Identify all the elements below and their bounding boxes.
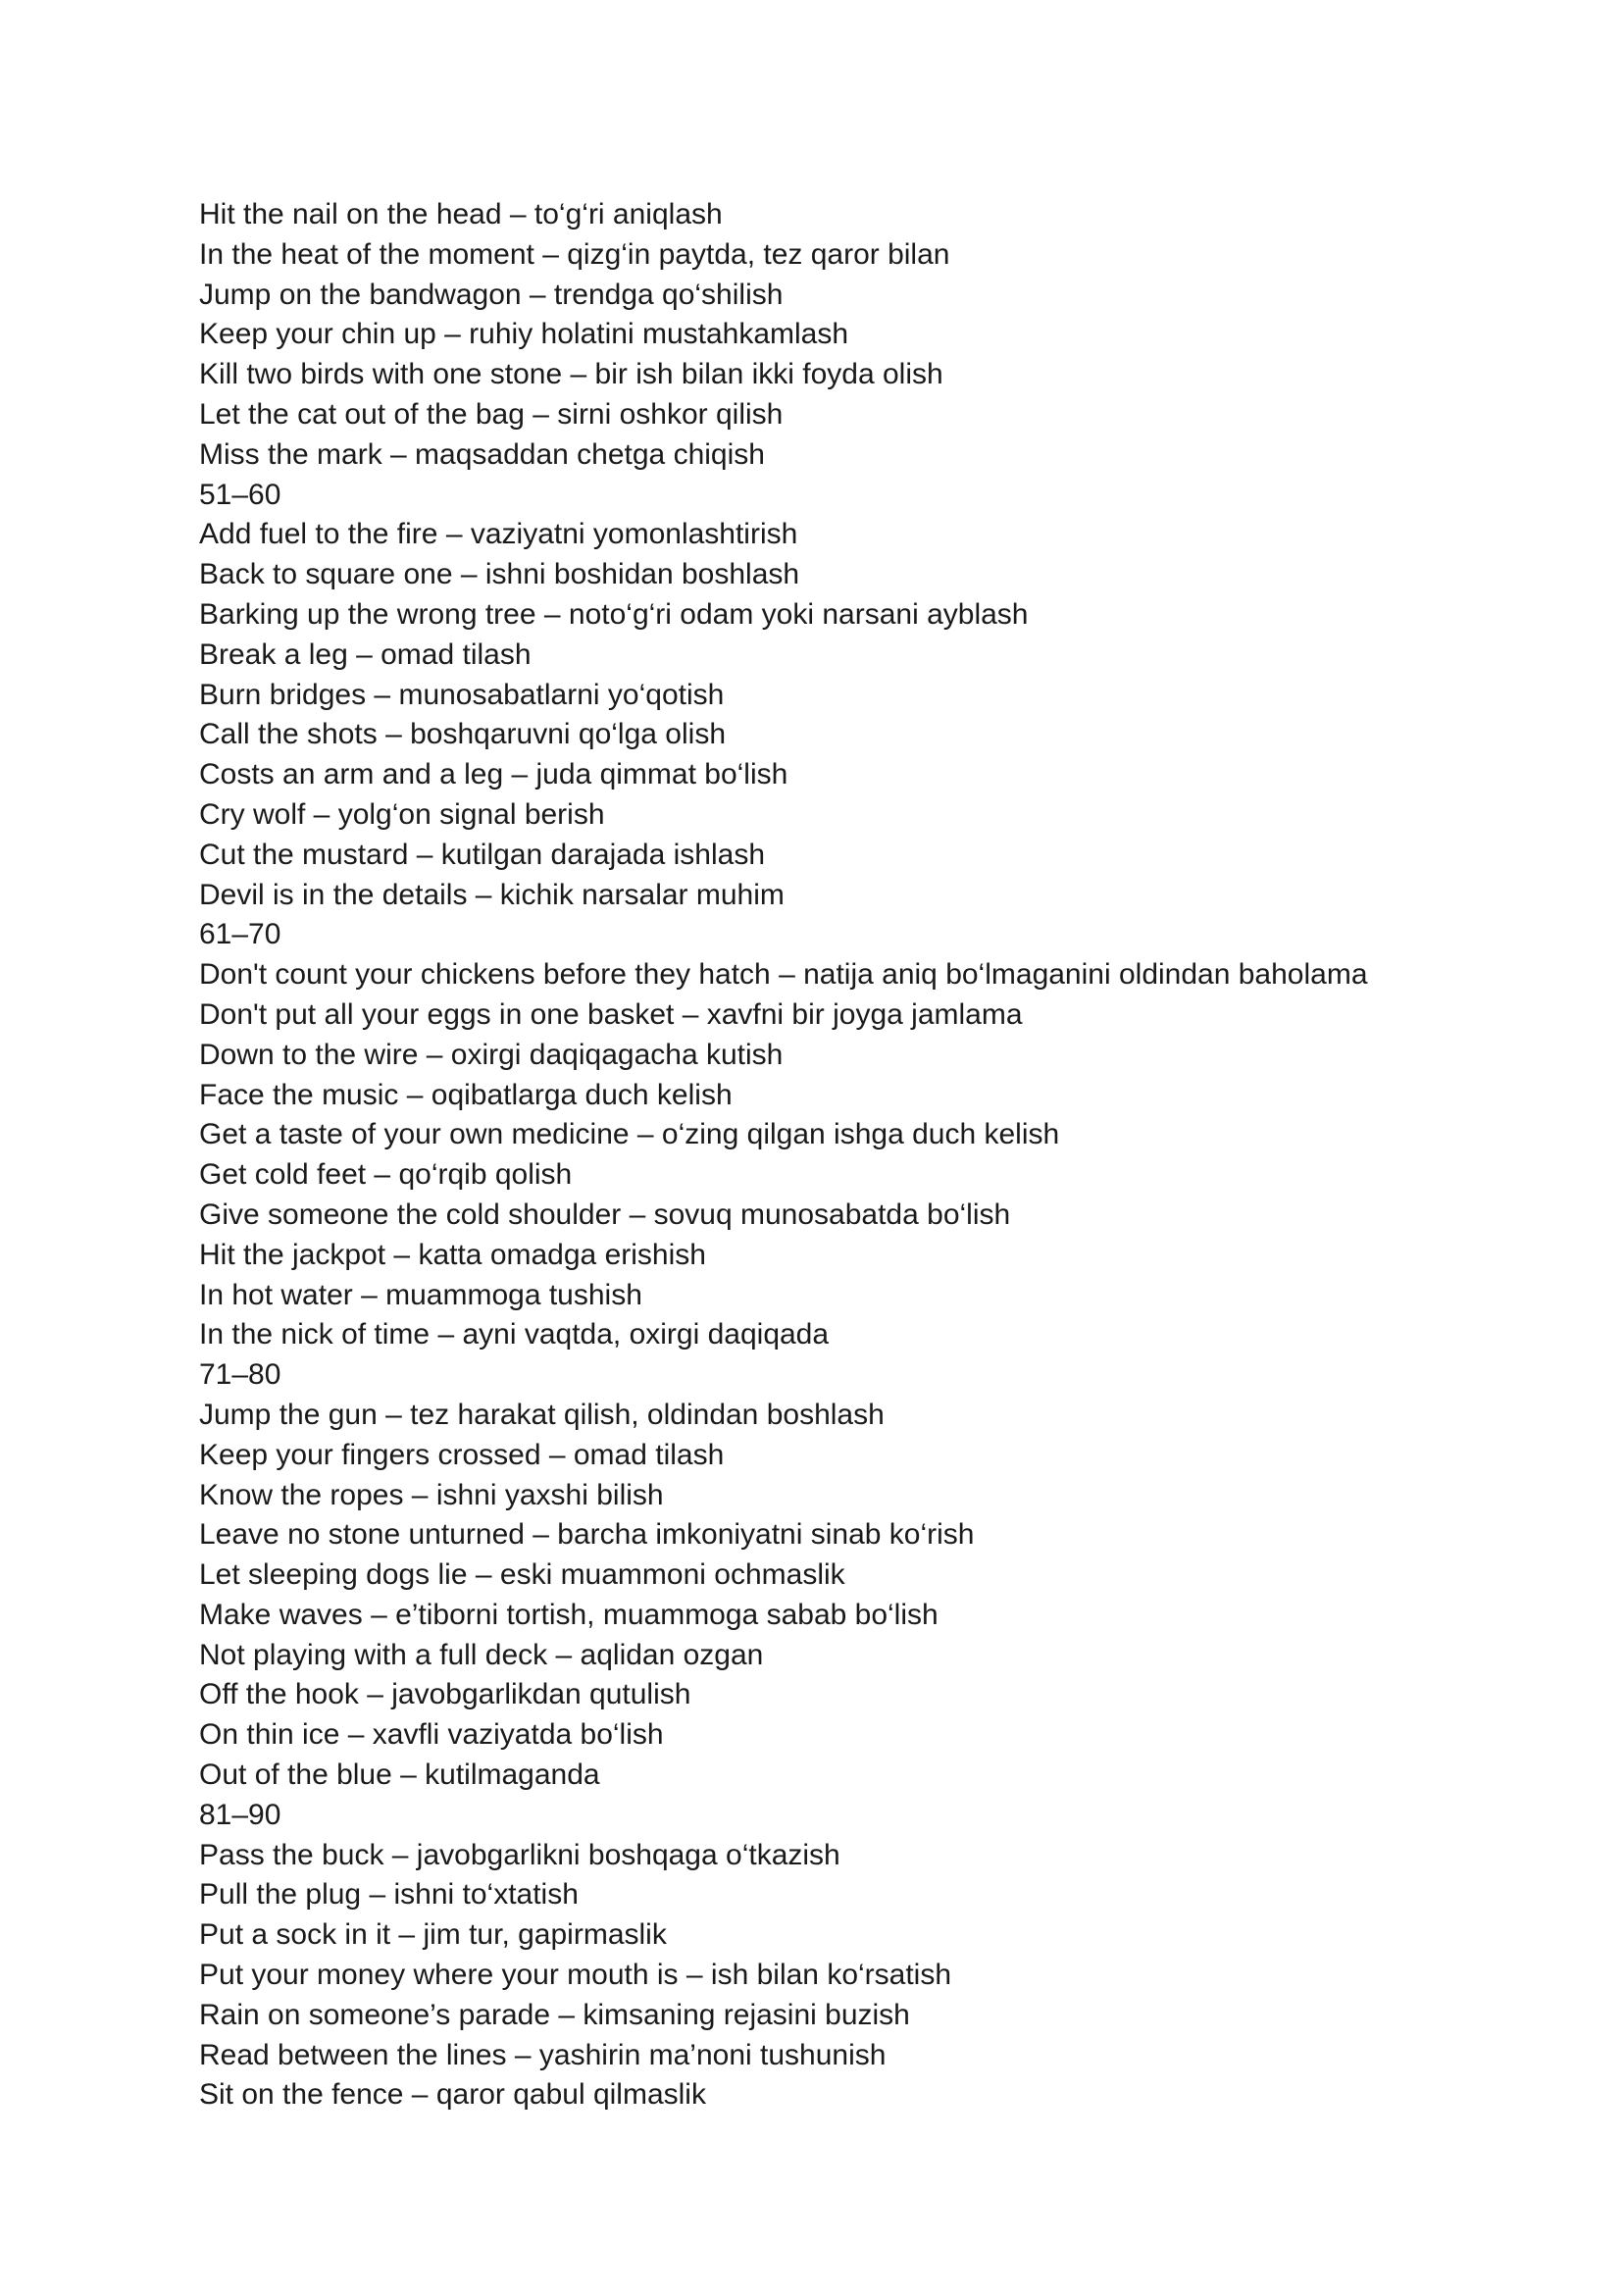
idiom-line: Let the cat out of the bag – sirni oshkor qilish (199, 397, 784, 431)
idiom-line: Costs an arm and a leg – juda qimmat bo‘lish (199, 758, 788, 791)
idiom-line: Keep your fingers crossed – omad tilash (199, 1438, 725, 1471)
idiom-line: Put a sock in it – jim tur, gapirmaslik (199, 1918, 667, 1952)
idiom-line: Face the music – oqibatlarga duch kelish (199, 1078, 733, 1111)
idiom-line: Get a taste of your own medicine – o‘zing qilgan ishga duch kelish (199, 1118, 1060, 1151)
idiom-line: On thin ice – xavfli vaziyatda bo‘lish (199, 1718, 664, 1752)
idiom-line: Jump on the bandwagon – trendga qo‘shilish (199, 278, 784, 311)
idiom-line: Out of the blue – kutilmaganda (199, 1759, 600, 1792)
idiom-line: Read between the lines – yashirin ma’noni tushunish (199, 2038, 887, 2071)
idiom-line: In the heat of the moment – qizg‘in paytda, tez qaror bilan (199, 237, 950, 271)
idiom-line: Don't count your chickens before they hatch – natija aniq bo‘lmaganini oldindan baholama (199, 958, 1368, 992)
idiom-line: Don't put all your eggs in one basket – xavfni bir joyga jamlama (199, 997, 1023, 1031)
idiom-line: Know the ropes – ishni yaxshi bilish (199, 1478, 664, 1511)
idiom-line: Pull the plug – ishni to‘xtatish (199, 1878, 579, 1912)
document-body (199, 195, 1474, 2116)
idiom-line: Kill two birds with one stone – bir ish bilan ikki foyda olish (199, 358, 943, 391)
section-heading: 71–80 (199, 1358, 281, 1392)
idiom-line: Miss the mark – maqsaddan chetga chiqish (199, 437, 765, 471)
idiom-line: Leave no stone unturned – barcha imkoniyatni sinab ko‘rish (199, 1518, 975, 1552)
idiom-line: Get cold feet – qo‘rqib qolish (199, 1158, 573, 1192)
idiom-line: Down to the wire – oxirgi daqiqagacha kutish (199, 1038, 784, 1071)
idiom-line: Hit the nail on the head – to‘g‘ri aniqlash (199, 198, 723, 230)
idiom-line: Break a leg – omad tilash (199, 637, 532, 671)
idiom-line: Burn bridges – munosabatlarni yo‘qotish (199, 678, 725, 711)
idiom-line: In the nick of time – ayni vaqtda, oxirgi daqiqada (199, 1318, 830, 1351)
idiom-line: Not playing with a full deck – aqlidan ozgan (199, 1638, 764, 1671)
section-heading: 61–70 (199, 918, 281, 951)
idiom-line: Keep your chin up – ruhiy holatini mustahkamlash (199, 318, 849, 351)
idiom-line: Put your money where your mouth is – ish bilan ko‘rsatish (199, 1959, 952, 1992)
idiom-line: Make waves – e’tiborni tortish, muammoga sabab bo‘lish (199, 1598, 939, 1631)
idiom-line: Let sleeping dogs lie – eski muammoni ochmaslik (199, 1558, 845, 1592)
idiom-line: Pass the buck – javobgarlikni boshqaga o‘tkazish (199, 1838, 840, 1871)
idiom-line: Off the hook – javobgarlikdan qutulish (199, 1678, 691, 1711)
section-heading: 81–90 (199, 1798, 281, 1831)
idiom-line: Give someone the cold shoulder – sovuq munosabatda bo‘lish (199, 1198, 1011, 1231)
idiom-line: Cry wolf – yolg‘on signal berish (199, 797, 605, 831)
idiom-line: Devil is in the details – kichik narsalar muhim (199, 878, 785, 911)
idiom-line: In hot water – muammoga tushish (199, 1278, 642, 1311)
section-heading: 51–60 (199, 478, 281, 511)
idiom-line: Cut the mustard – kutilgan darajada ishlash (199, 838, 766, 871)
idiom-line: Sit on the fence – qaror qabul qilmaslik (199, 2078, 706, 2112)
idiom-line: Call the shots – boshqaruvni qo‘lga olish (199, 718, 726, 751)
idiom-line: Jump the gun – tez harakat qilish, oldindan boshlash (199, 1398, 885, 1431)
idiom-line: Hit the jackpot – katta omadga erishish (199, 1238, 706, 1271)
idiom-line: Back to square one – ishni boshidan boshlash (199, 558, 800, 591)
idiom-line: Rain on someone’s parade – kimsaning rejasini buzish (199, 1998, 910, 2031)
idiom-line: Barking up the wrong tree – noto‘g‘ri odam yoki narsani ayblash (199, 597, 1029, 631)
idiom-line: Add fuel to the fire – vaziyatni yomonlashtirish (199, 518, 798, 551)
